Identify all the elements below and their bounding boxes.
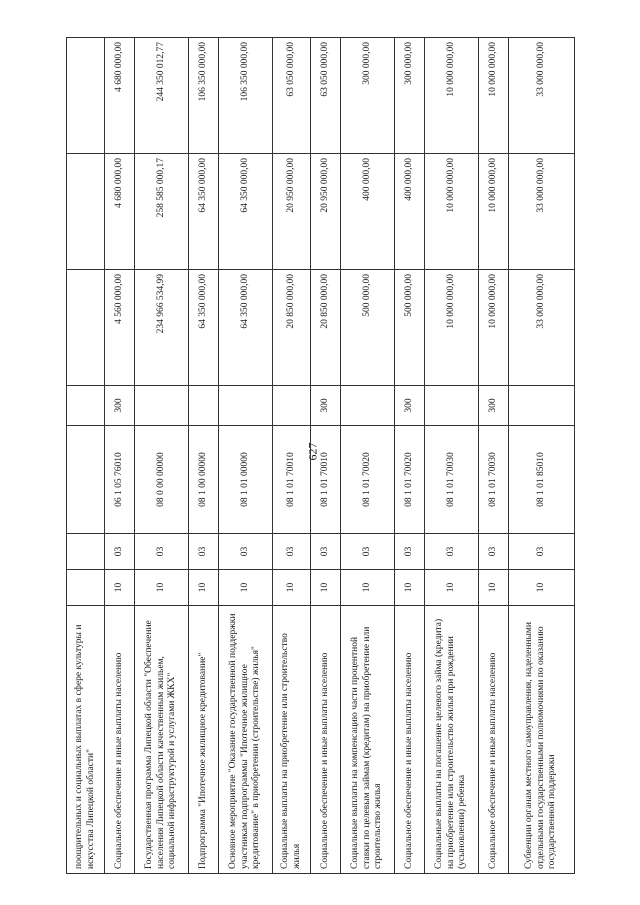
row-amount-year2-cell: 20 950 000,00	[273, 154, 311, 270]
row-target-article-cell: 08 1 01 70010	[311, 426, 341, 534]
row-name-cell: Субвенции органам местного самоуправления, наделенными отдельными государственными полномочиями по оказанию государственной поддержки	[509, 606, 575, 874]
row-section-cell	[67, 570, 105, 606]
row-amount-year3-cell: 300 000,00	[395, 38, 425, 154]
row-amount-year3-cell: 33 000 000,00	[509, 38, 575, 154]
budget-table	[66, 37, 575, 874]
row-expense-type-cell	[135, 386, 189, 426]
row-expense-type-cell	[219, 386, 273, 426]
page-number: 627	[305, 442, 320, 461]
row-subsection-cell: 03	[479, 534, 509, 570]
row-subsection-cell: 03	[273, 534, 311, 570]
row-name-cell: Социальное обеспечение и иные выплаты населению	[311, 606, 341, 874]
row-name-cell: поощрительных и социальных выплатах в сфере культуры и искусства Липецкой области"	[67, 606, 105, 874]
row-subsection-cell: 03	[395, 534, 425, 570]
row-subsection-cell: 03	[311, 534, 341, 570]
row-section-cell: 10	[189, 570, 219, 606]
row-expense-type-cell	[341, 386, 395, 426]
row-target-article-cell: 08 1 01 70020	[395, 426, 425, 534]
row-amount-year3-cell: 244 350 012,77	[135, 38, 189, 154]
row-section-cell: 10	[311, 570, 341, 606]
row-amount-year1-cell: 500 000,00	[341, 270, 395, 386]
budget-table-body	[67, 38, 575, 874]
row-expense-type-cell: 300	[105, 386, 135, 426]
row-amount-year1-cell: 500 000,00	[395, 270, 425, 386]
row-amount-year3-cell: 10 000 000,00	[479, 38, 509, 154]
row-target-article-cell: 08 1 01 70010	[273, 426, 311, 534]
table-row	[219, 38, 273, 874]
row-expense-type-cell	[425, 386, 479, 426]
table-row	[273, 38, 311, 874]
table-row	[341, 38, 395, 874]
row-amount-year3-cell: 106 350 000,00	[189, 38, 219, 154]
row-target-article-cell: 08 1 01 70030	[425, 426, 479, 534]
row-target-article-cell: 08 1 01 00000	[219, 426, 273, 534]
row-amount-year2-cell: 400 000,00	[395, 154, 425, 270]
row-name-cell: Государственная программа Липецкой области "Обеспечение населения Липецкой области качественным жильем, социальной инфраструктурой и услугами ЖКХ"	[135, 606, 189, 874]
row-amount-year2-cell: 64 350 000,00	[219, 154, 273, 270]
row-expense-type-cell	[189, 386, 219, 426]
row-amount-year1-cell: 10 000 000,00	[479, 270, 509, 386]
row-subsection-cell: 03	[341, 534, 395, 570]
row-expense-type-cell: 300	[395, 386, 425, 426]
row-amount-year1-cell: 64 350 000,00	[219, 270, 273, 386]
row-target-article-cell: 08 1 01 70030	[479, 426, 509, 534]
row-name-cell: Социальные выплаты на погашение целевого займа (кредита) на приобретение или строительство жилья при рождении (усыновлении) ребенка	[425, 606, 479, 874]
row-subsection-cell: 03	[425, 534, 479, 570]
row-subsection-cell: 03	[135, 534, 189, 570]
row-expense-type-cell: 300	[479, 386, 509, 426]
row-section-cell: 10	[273, 570, 311, 606]
row-amount-year1-cell: 10 000 000,00	[425, 270, 479, 386]
row-name-cell: Социальные выплаты на компенсацию части процентной ставки по целевым займам (кредитам) на приобретение или строительство жилья	[341, 606, 395, 874]
row-subsection-cell: 03	[189, 534, 219, 570]
row-expense-type-cell	[67, 386, 105, 426]
row-name-cell: Социальное обеспечение и иные выплаты населению	[395, 606, 425, 874]
row-amount-year3-cell: 63 050 000,00	[311, 38, 341, 154]
row-amount-year2-cell: 258 585 000,17	[135, 154, 189, 270]
row-expense-type-cell: 300	[311, 386, 341, 426]
row-amount-year1-cell: 20 850 000,00	[273, 270, 311, 386]
row-amount-year2-cell: 10 000 000,00	[425, 154, 479, 270]
row-target-article-cell	[67, 426, 105, 534]
row-amount-year1-cell: 20 850 000,00	[311, 270, 341, 386]
row-expense-type-cell	[509, 386, 575, 426]
row-amount-year1-cell: 64 350 000,00	[189, 270, 219, 386]
row-subsection-cell: 03	[105, 534, 135, 570]
row-name-cell: Подпрограмма "Ипотечное жилищное кредитование"	[189, 606, 219, 874]
table-row	[105, 38, 135, 874]
row-amount-year2-cell	[67, 154, 105, 270]
row-target-article-cell: 08 1 01 85010	[509, 426, 575, 534]
row-section-cell: 10	[395, 570, 425, 606]
row-amount-year1-cell: 4 560 000,00	[105, 270, 135, 386]
row-subsection-cell: 03	[509, 534, 575, 570]
row-target-article-cell: 06 1 05 76010	[105, 426, 135, 534]
row-name-cell: Социальное обеспечение и иные выплаты населению	[105, 606, 135, 874]
row-section-cell: 10	[479, 570, 509, 606]
row-section-cell: 10	[105, 570, 135, 606]
row-amount-year3-cell: 4 680 000,00	[105, 38, 135, 154]
row-target-article-cell: 08 0 00 00000	[135, 426, 189, 534]
row-amount-year3-cell	[67, 38, 105, 154]
table-row	[509, 38, 575, 874]
row-amount-year3-cell: 300 000,00	[341, 38, 395, 154]
row-name-cell: Социальное обеспечение и иные выплаты населению	[479, 606, 509, 874]
table-row	[479, 38, 509, 874]
table-row	[67, 38, 105, 874]
row-amount-year2-cell: 400 000,00	[341, 154, 395, 270]
row-target-article-cell: 08 1 01 70020	[341, 426, 395, 534]
row-target-article-cell: 08 1 00 00000	[189, 426, 219, 534]
table-row	[395, 38, 425, 874]
row-amount-year3-cell: 10 000 000,00	[425, 38, 479, 154]
row-amount-year1-cell: 33 000 000,00	[509, 270, 575, 386]
row-amount-year2-cell: 4 680 000,00	[105, 154, 135, 270]
row-amount-year2-cell: 33 000 000,00	[509, 154, 575, 270]
row-section-cell: 10	[135, 570, 189, 606]
row-amount-year1-cell: 234 966 534,99	[135, 270, 189, 386]
row-expense-type-cell	[273, 386, 311, 426]
table-row	[189, 38, 219, 874]
table-row	[311, 38, 341, 874]
row-amount-year3-cell: 63 050 000,00	[273, 38, 311, 154]
table-row	[135, 38, 189, 874]
row-subsection-cell	[67, 534, 105, 570]
budget-table-container	[66, 38, 574, 874]
row-amount-year2-cell: 20 950 000,00	[311, 154, 341, 270]
row-section-cell: 10	[509, 570, 575, 606]
row-subsection-cell: 03	[219, 534, 273, 570]
row-name-cell: Социальные выплаты на приобретение или строительство жилья	[273, 606, 311, 874]
table-row	[425, 38, 479, 874]
row-amount-year2-cell: 64 350 000,00	[189, 154, 219, 270]
row-amount-year2-cell: 10 000 000,00	[479, 154, 509, 270]
row-amount-year1-cell	[67, 270, 105, 386]
row-amount-year3-cell: 106 350 000,00	[219, 38, 273, 154]
row-section-cell: 10	[219, 570, 273, 606]
row-name-cell: Основное мероприятие "Оказание государственной поддержки участникам подпрограммы "Ипотечное жилищное кредитование" в приобретении (строительстве) жилья"	[219, 606, 273, 874]
row-section-cell: 10	[341, 570, 395, 606]
row-section-cell: 10	[425, 570, 479, 606]
